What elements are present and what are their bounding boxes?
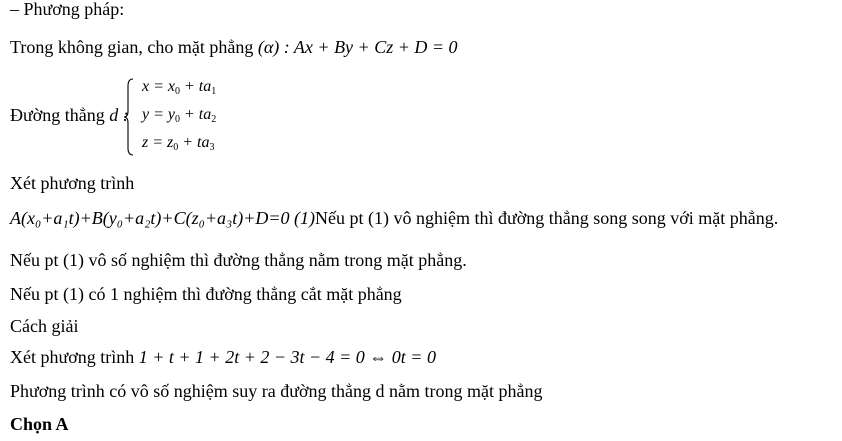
substitution-equation: A(x₀+a₁t)+B(y₀+a₂t)+C(z₀+a₃t)+D=0 (1) <box>10 208 316 228</box>
case-infinite: Nếu pt (1) vô số nghiệm thì đường thẳng nằm trong mặt phẳng. <box>10 250 467 270</box>
consider-label: Xét phương trình <box>10 173 135 193</box>
intro-line <box>10 36 458 58</box>
plane-equation: (α) : Ax + By + Cz + D = 0 <box>257 37 458 57</box>
answer: Chọn A <box>10 414 69 434</box>
left-brace-icon <box>124 78 134 156</box>
solution-step-text: Xét phương trình <box>10 347 135 367</box>
solution-equation: 1 + t + 1 + 2t + 2 − 3t − 4 = 0 ⇔ 0t = 0 <box>138 347 436 367</box>
case-parallel: Nếu pt (1) vô nghiệm thì đường thẳng song song với mặt phẳng. <box>315 208 779 228</box>
line-def-label-row <box>10 104 129 126</box>
line-def-label: Đường thẳng <box>10 105 105 125</box>
solution-title: Cách giải <box>10 316 79 336</box>
line-name: d : <box>109 105 129 125</box>
solution-step <box>10 346 436 368</box>
conclusion: Phương trình có vô số nghiệm suy ra đường thẳng d nằm trong mặt phẳng <box>10 381 543 401</box>
intro-text: Trong không gian, cho mặt phẳng <box>10 37 254 57</box>
equation-line <box>10 207 778 229</box>
case-one: Nếu pt (1) có 1 nghiệm thì đường thẳng cắt mặt phẳng <box>10 284 402 304</box>
parametric-system <box>124 76 264 160</box>
method-heading: – Phương pháp: <box>10 0 125 19</box>
system-row-y: $y = y_0 + ta_2$ <box>142 106 217 125</box>
system-row-x: $x = x_0 + ta_1$ <box>142 78 217 97</box>
system-row-z: $z = z_0 + ta_3$ <box>142 134 215 153</box>
